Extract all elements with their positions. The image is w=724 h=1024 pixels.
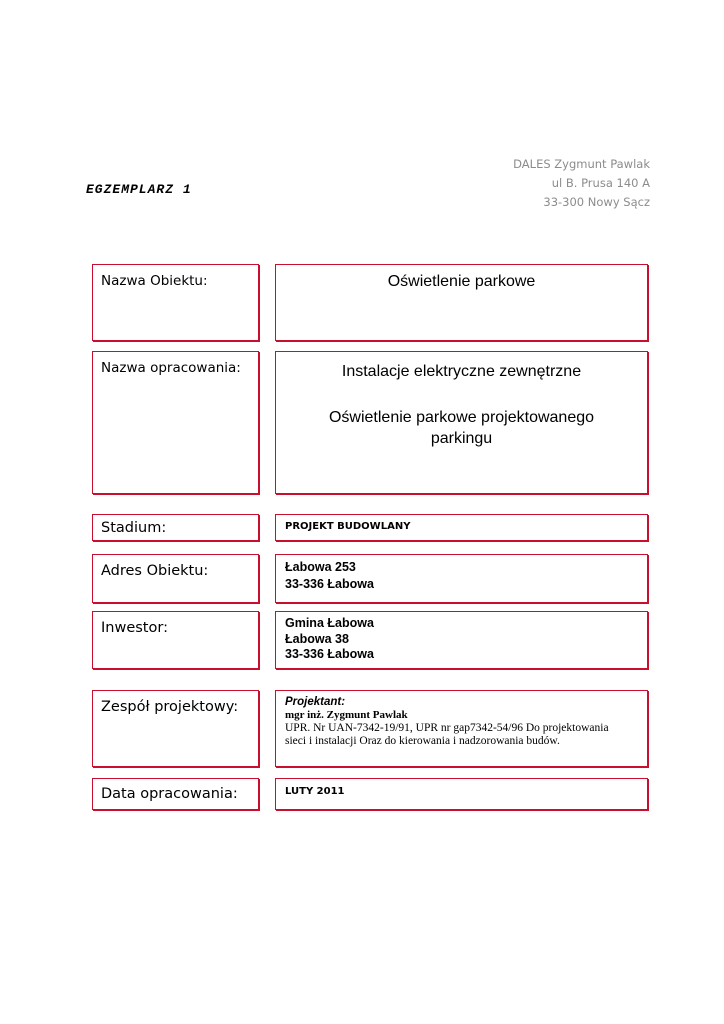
zespol-heading: Projektant: [285,696,346,708]
zespol-label-box [92,690,259,767]
opracowanie-value-line2: Oświetlenie parkowe projektowanego [328,409,595,426]
company-address [513,155,650,212]
opracowanie-value-box [275,351,648,494]
company-city: 33-300 Nowy Sącz [543,195,650,209]
stadium-label: Stadium: [101,520,167,536]
inwestor-line: 33-336 Łabowa [285,647,374,661]
adres-label: Adres Obiektu: [101,563,209,579]
opracowanie-label: Nazwa opracowania: [101,360,241,376]
zespol-value-box [275,690,648,767]
adres-line: Łabowa 253 [285,560,356,574]
obiekt-value: Oświetlenie parkowe [387,273,536,290]
inwestor-label: Inwestor: [101,620,168,636]
zespol-text-line2: sieci i instalacji Oraz do kierowania i nadzorowania budów. [285,735,560,747]
obiekt-label-box [92,264,259,341]
adres-value-box [275,554,648,603]
adres-label-box [92,554,259,603]
inwestor-label-box [92,611,259,669]
company-name: DALES Zygmunt Pawlak [513,157,650,171]
obiekt-label: Nazwa Obiektu: [101,273,208,289]
adres-line: 33-336 Łabowa [285,577,374,591]
opracowanie-label-box [92,351,259,494]
data-value-box [275,778,648,810]
company-street: ul B. Prusa 140 A [551,176,650,190]
opracowanie-value-line1: Instalacje elektryczne zewnętrzne [341,363,582,380]
zespol-name: mgr inż. Zygmunt Pawlak [285,709,408,721]
stadium-label-box [92,514,259,541]
data-label-box [92,778,259,810]
inwestor-line: Gmina Łabowa [285,616,374,630]
copy-label: EGZEMPLARZ 1 [86,182,192,197]
inwestor-value-box [275,611,648,669]
inwestor-line: Łabowa 38 [285,631,349,646]
opracowanie-value-line3: parkingu [430,430,493,447]
data-label: Data opracowania: [101,786,238,802]
zespol-text-line1: UPR. Nr UAN-7342-19/91, UPR nr gap7342-54/96 Do projektowania [285,722,609,734]
zespol-label: Zespół projektowy: [101,699,239,715]
obiekt-value-box [275,264,648,341]
data-value: LUTY 2011 [285,786,345,797]
stadium-value-box [275,514,648,541]
stadium-value: PROJEKT BUDOWLANY [285,521,411,532]
